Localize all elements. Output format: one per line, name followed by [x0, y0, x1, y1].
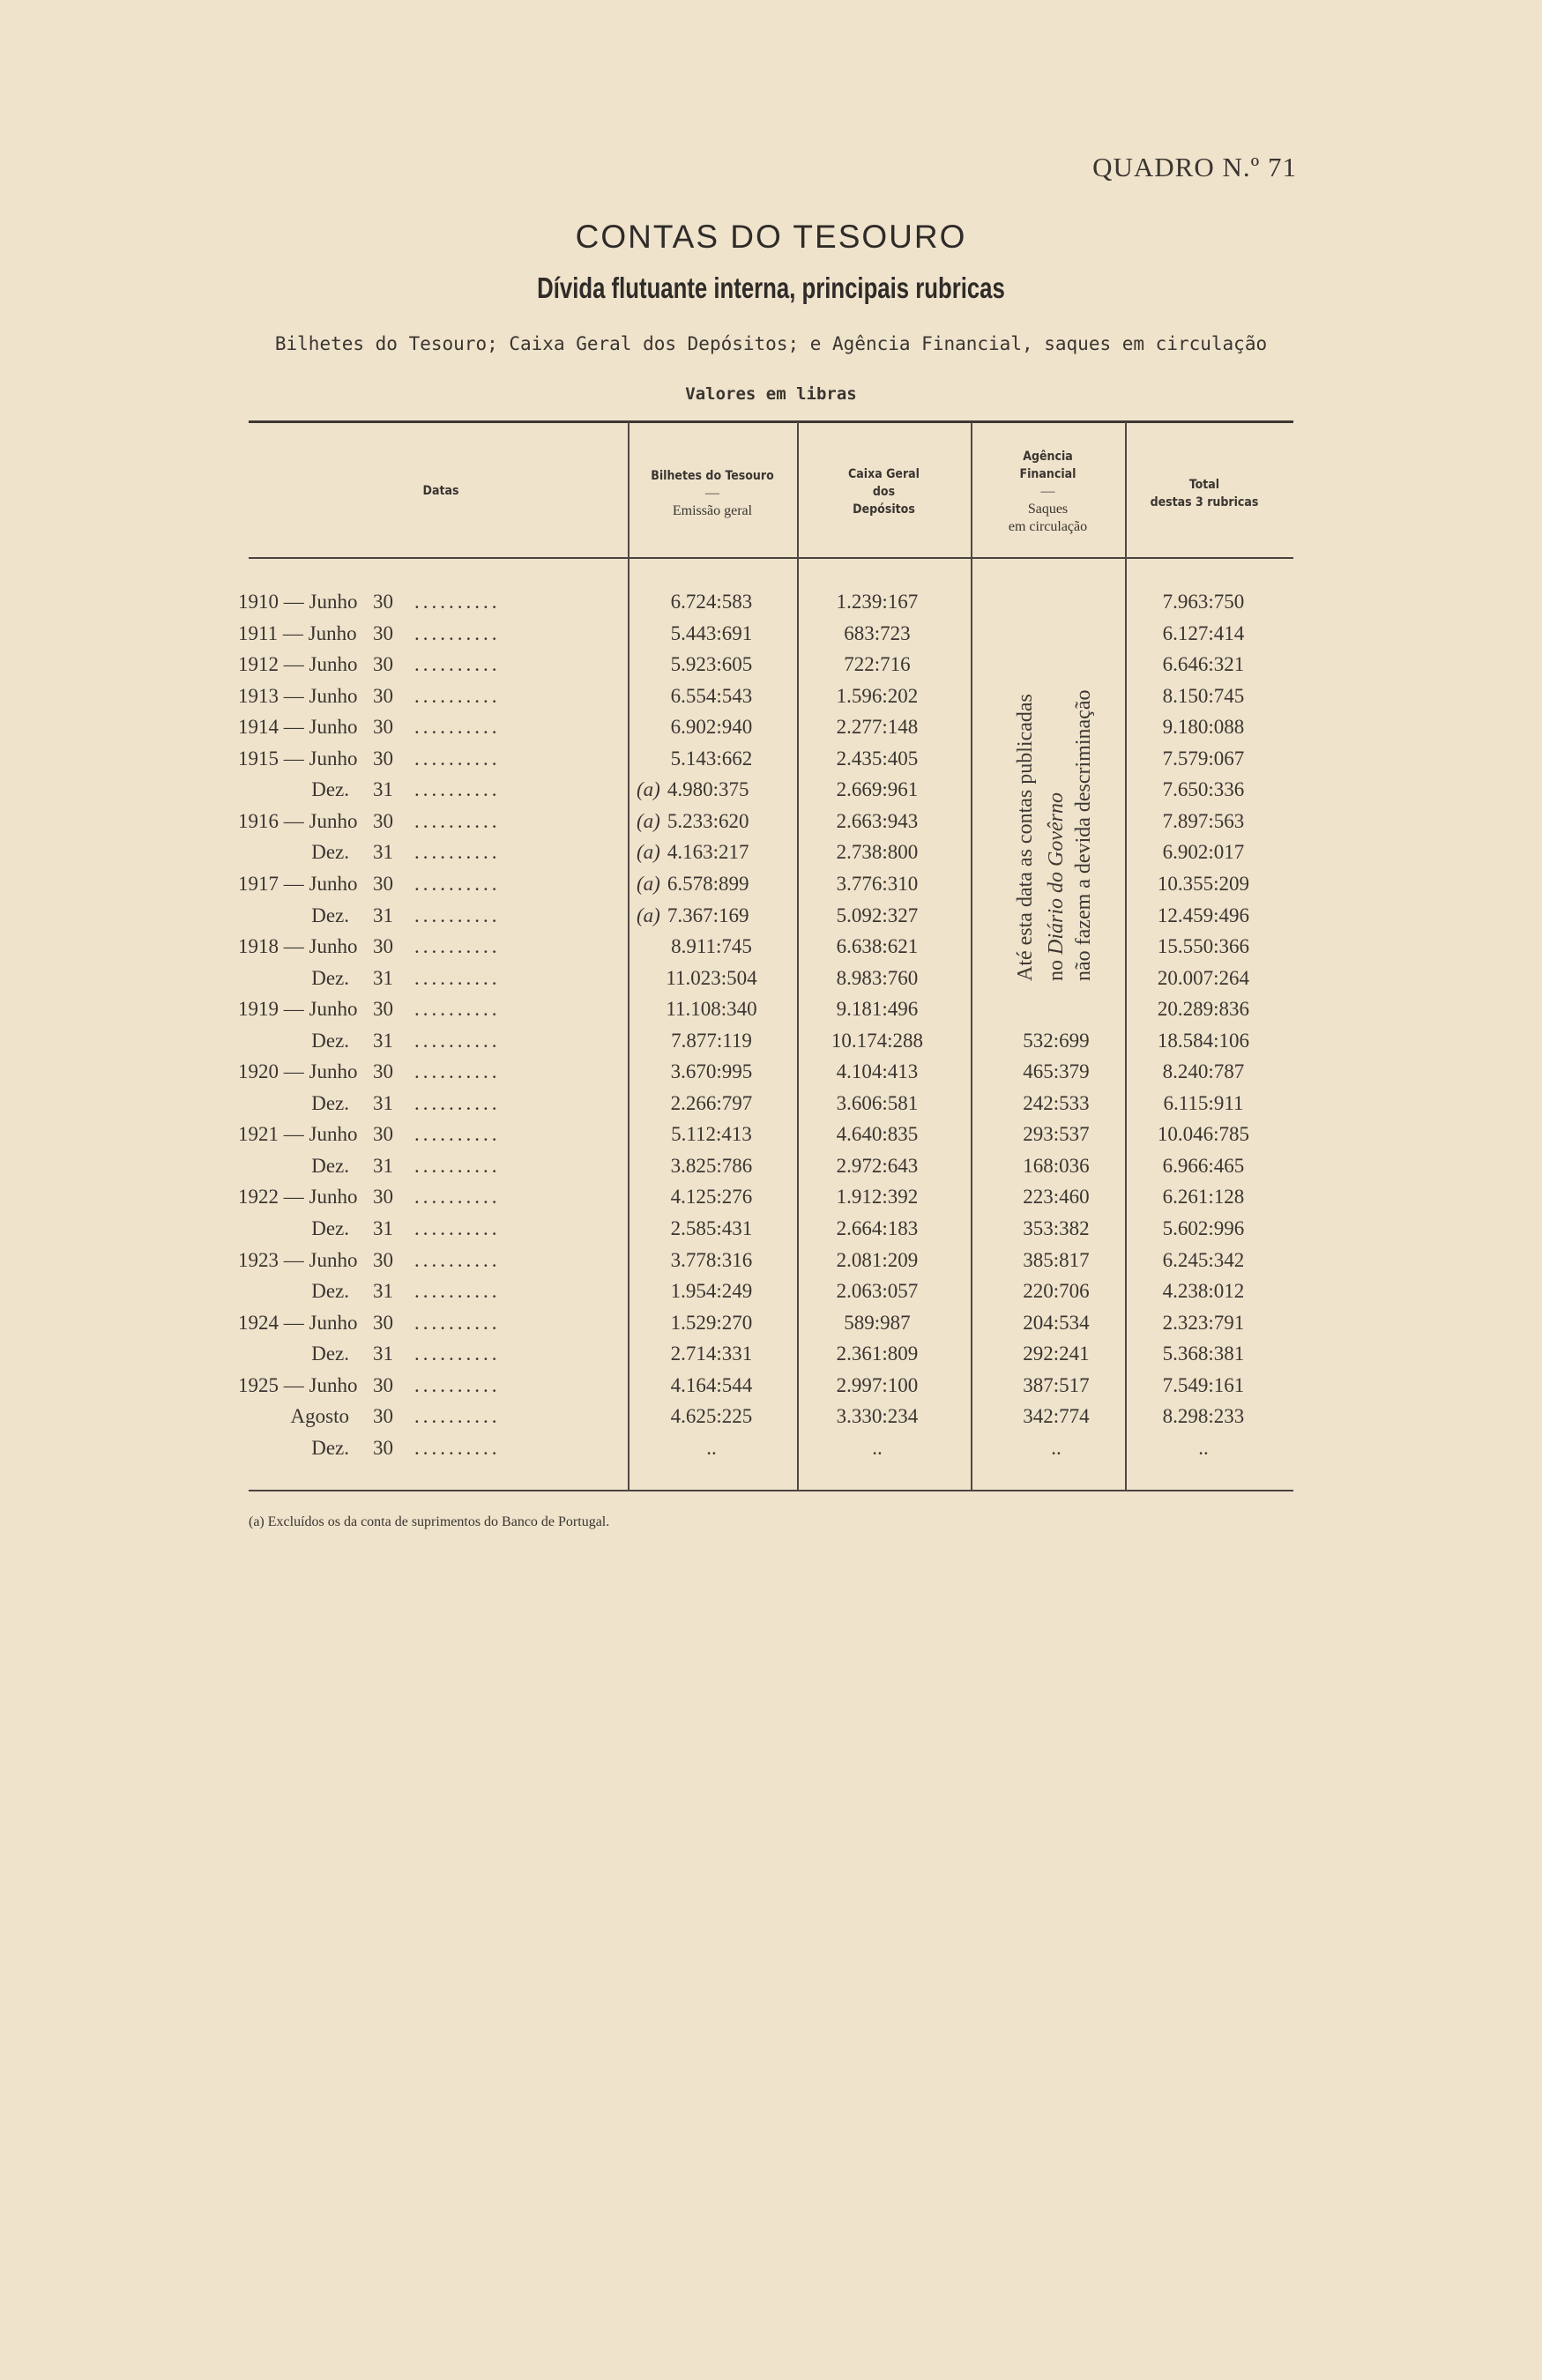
units-label: Valores em libras	[685, 384, 857, 404]
row-day: 30	[373, 653, 393, 676]
vertical-note-line2: no Diário do Govêrno	[1045, 792, 1068, 981]
row-agencia-value: 293:537	[1023, 1123, 1090, 1146]
row-caixa-value: 3.330:234	[836, 1405, 919, 1428]
row-bilhetes-cell	[637, 1123, 786, 1146]
header-datas: Datas	[422, 484, 459, 498]
table-caption: Bilhetes do Tesouro; Caixa Geral dos Depósitos; e Agência Financial, saques em circulação	[274, 333, 1268, 354]
row-bilhetes-cell	[637, 1342, 786, 1365]
row-bilhetes-cell	[637, 1405, 786, 1428]
row-bilhetes-value: 5.923:605	[670, 653, 753, 676]
row-total-value: 7.549:161	[1162, 1373, 1245, 1396]
row-total-value: 6.245:342	[1162, 1248, 1245, 1271]
row-bilhetes-cell	[637, 716, 786, 739]
row-caixa-value: 2.738:800	[836, 841, 919, 864]
row-agencia-value: 220:706	[1023, 1280, 1090, 1303]
row-agencia-value: 385:817	[1023, 1248, 1090, 1271]
row-leader-dots: ..........	[414, 935, 501, 958]
row-day: 31	[373, 1154, 393, 1177]
row-date: 1923 — Junho	[238, 1248, 358, 1271]
row-bilhetes-value: 4.163:217	[667, 841, 749, 864]
row-bilhetes-cell	[637, 1092, 786, 1115]
row-date: Dez.	[311, 1154, 349, 1177]
row-leader-dots: ..........	[414, 872, 501, 895]
row-date: 1924 — Junho	[238, 1311, 358, 1334]
row-leader-dots: ..........	[414, 1060, 501, 1083]
row-leader-dots: ..........	[414, 1280, 501, 1303]
row-agencia-value: 242:533	[1023, 1091, 1090, 1114]
row-caixa-value: 6.638:621	[836, 935, 919, 958]
row-day: 31	[373, 1091, 393, 1114]
row-date: 1914 — Junho	[238, 716, 358, 739]
row-agencia-value: 465:379	[1023, 1060, 1090, 1083]
row-bilhetes-value: 5.233:620	[667, 809, 749, 832]
row-note-marker: (a)	[637, 778, 660, 801]
row-day: 30	[373, 1405, 393, 1428]
row-bilhetes-value: 4.625:225	[670, 1405, 753, 1428]
row-note-marker: (a)	[637, 872, 660, 895]
row-bilhetes-value: 3.825:786	[670, 1154, 753, 1177]
row-bilhetes-cell	[637, 904, 786, 927]
table-top-rule	[249, 420, 1293, 423]
row-leader-dots: ..........	[414, 747, 501, 770]
row-caixa-value: 8.983:760	[836, 966, 919, 989]
row-total-value: 18.584:106	[1157, 1029, 1250, 1052]
row-date: 1920 — Junho	[238, 1060, 358, 1083]
row-leader-dots: ..........	[414, 1029, 501, 1052]
row-leader-dots: ..........	[414, 1154, 501, 1177]
row-leader-dots: ..........	[414, 998, 501, 1021]
row-leader-dots: ..........	[414, 1123, 501, 1146]
row-caixa-value: 2.063:057	[836, 1280, 919, 1303]
row-day: 31	[373, 904, 393, 926]
row-caixa-value: 2.663:943	[836, 809, 919, 832]
row-note-marker: (a)	[637, 904, 660, 926]
row-agencia-value: 532:699	[1023, 1029, 1090, 1052]
row-bilhetes-value: 2.714:331	[670, 1342, 753, 1365]
column-divider	[797, 422, 799, 1491]
row-total-value: 12.459:496	[1157, 904, 1250, 926]
row-date: 1915 — Junho	[238, 747, 358, 770]
row-bilhetes-value: 1.529:270	[670, 1311, 753, 1334]
row-total-value: 8.240:787	[1162, 1060, 1245, 1083]
row-bilhetes-value: 6.578:899	[667, 872, 749, 895]
row-bilhetes-cell	[637, 747, 786, 770]
row-total-value: 10.355:209	[1157, 872, 1250, 895]
row-bilhetes-value: 2.266:797	[670, 1091, 753, 1114]
row-bilhetes-value: 6.902:940	[670, 716, 753, 739]
row-total-value: 7.897:563	[1162, 809, 1245, 832]
row-date: 1922 — Junho	[238, 1186, 358, 1209]
row-caixa-value: ..	[872, 1436, 883, 1459]
row-leader-dots: ..........	[414, 841, 501, 864]
row-bilhetes-cell	[637, 810, 786, 833]
row-leader-dots: ..........	[414, 1217, 501, 1239]
header-total: Total destas 3 rubricas	[1150, 478, 1259, 509]
row-date: 1925 — Junho	[238, 1373, 358, 1396]
row-leader-dots: ..........	[414, 1091, 501, 1114]
row-caixa-value: 1.239:167	[836, 591, 919, 613]
row-bilhetes-cell	[637, 591, 786, 614]
row-caixa-value: 3.606:581	[836, 1091, 919, 1114]
row-total-value: 4.238:012	[1162, 1280, 1245, 1303]
row-date: 1913 — Junho	[238, 684, 358, 707]
row-bilhetes-value: 4.980:375	[667, 778, 749, 801]
row-bilhetes-cell	[637, 998, 786, 1021]
row-bilhetes-cell	[637, 1217, 786, 1240]
row-day: 31	[373, 1217, 393, 1239]
row-bilhetes-cell	[637, 841, 786, 864]
row-caixa-value: 1.912:392	[836, 1186, 919, 1209]
row-leader-dots: ..........	[414, 778, 501, 801]
page-subtitle: Dívida flutuante interna, principais rubricas	[537, 271, 1005, 304]
row-caixa-value: 9.181:496	[836, 998, 919, 1021]
row-caixa-value: 722:716	[844, 653, 911, 676]
table-bottom-rule	[249, 1490, 1293, 1491]
row-day: 31	[373, 966, 393, 989]
row-date: Dez.	[311, 904, 349, 926]
row-total-value: ..	[1198, 1436, 1209, 1459]
row-caixa-value: 3.776:310	[836, 872, 919, 895]
row-leader-dots: ..........	[414, 621, 501, 644]
row-bilhetes-cell	[637, 1249, 786, 1272]
row-bilhetes-value: 7.877:119	[671, 1029, 752, 1052]
row-caixa-value: 589:987	[844, 1311, 911, 1334]
row-bilhetes-value: 8.911:745	[671, 935, 752, 958]
row-bilhetes-cell	[637, 1030, 786, 1052]
row-bilhetes-cell	[637, 1155, 786, 1178]
row-caixa-value: 683:723	[844, 621, 911, 644]
row-day: 31	[373, 841, 393, 864]
row-date: Dez.	[311, 1436, 349, 1459]
row-date: Dez.	[311, 1280, 349, 1303]
row-date: Dez.	[311, 966, 349, 989]
row-leader-dots: ..........	[414, 1186, 501, 1209]
row-note-marker: (a)	[637, 809, 660, 832]
row-bilhetes-cell	[637, 1060, 786, 1083]
row-bilhetes-value: 7.367:169	[667, 904, 749, 926]
row-leader-dots: ..........	[414, 1436, 501, 1459]
row-bilhetes-value: 5.143:662	[670, 747, 753, 770]
row-bilhetes-value: 3.778:316	[670, 1248, 753, 1271]
row-caixa-value: 2.361:809	[836, 1342, 919, 1365]
row-leader-dots: ..........	[414, 1373, 501, 1396]
row-date: 1919 — Junho	[238, 998, 358, 1021]
row-leader-dots: ..........	[414, 1311, 501, 1334]
row-date: 1912 — Junho	[238, 653, 358, 676]
row-date: Agosto	[290, 1405, 349, 1428]
row-bilhetes-cell	[637, 1312, 786, 1335]
row-caixa-value: 4.104:413	[836, 1060, 919, 1083]
row-day: 30	[373, 1123, 393, 1146]
row-total-value: 6.902:017	[1162, 841, 1245, 864]
row-leader-dots: ..........	[414, 684, 501, 707]
row-leader-dots: ..........	[414, 966, 501, 989]
row-caixa-value: 2.972:643	[836, 1154, 919, 1177]
row-bilhetes-value: 5.112:413	[671, 1123, 752, 1146]
row-total-value: 2.323:791	[1162, 1311, 1245, 1334]
row-bilhetes-cell	[637, 685, 786, 708]
row-bilhetes-value: 4.125:276	[670, 1186, 753, 1209]
row-date: 1910 — Junho	[238, 591, 358, 613]
row-total-value: 7.650:336	[1162, 778, 1245, 801]
row-day: 31	[373, 1280, 393, 1303]
row-agencia-value: 204:534	[1023, 1311, 1090, 1334]
row-leader-dots: ..........	[414, 591, 501, 613]
row-total-value: 6.261:128	[1162, 1186, 1245, 1209]
header-caixa: Caixa Geral dos Depósitos	[848, 467, 920, 517]
row-day: 30	[373, 809, 393, 832]
row-caixa-value: 2.081:209	[836, 1248, 919, 1271]
row-bilhetes-value: 3.670:995	[670, 1060, 753, 1083]
row-total-value: 7.579:067	[1162, 747, 1245, 770]
row-day: 30	[373, 684, 393, 707]
row-date: Dez.	[311, 1217, 349, 1239]
row-bilhetes-cell	[637, 967, 786, 990]
row-date: Dez.	[311, 778, 349, 801]
row-bilhetes-cell	[637, 1186, 786, 1209]
row-day: 30	[373, 872, 393, 895]
row-total-value: 7.963:750	[1162, 591, 1245, 613]
row-caixa-value: 1.596:202	[836, 684, 919, 707]
row-bilhetes-value: 5.443:691	[670, 621, 753, 644]
row-caixa-value: 5.092:327	[836, 904, 919, 926]
row-bilhetes-cell	[637, 1374, 786, 1397]
row-day: 30	[373, 998, 393, 1021]
row-total-value: 8.298:233	[1162, 1405, 1245, 1428]
row-day: 30	[373, 935, 393, 958]
row-caixa-value: 10.174:288	[831, 1029, 924, 1052]
row-leader-dots: ..........	[414, 1248, 501, 1271]
row-bilhetes-cell	[637, 653, 786, 676]
row-day: 31	[373, 1029, 393, 1052]
row-total-value: 20.007:264	[1157, 966, 1250, 989]
row-agencia-value: 342:774	[1023, 1405, 1090, 1428]
row-date: 1921 — Junho	[238, 1123, 358, 1146]
page-title: CONTAS DO TESOURO	[575, 219, 967, 255]
footnote: (a) Excluídos os da conta de suprimentos do Banco de Portugal.	[249, 1514, 610, 1529]
row-agencia-value: 387:517	[1023, 1373, 1090, 1396]
row-caixa-value: 2.997:100	[836, 1373, 919, 1396]
row-agencia-value: 353:382	[1023, 1217, 1090, 1239]
row-leader-dots: ..........	[414, 1405, 501, 1428]
row-day: 30	[373, 1311, 393, 1334]
row-caixa-value: 2.664:183	[836, 1217, 919, 1239]
header-bottom-rule	[249, 557, 1293, 559]
row-day: 30	[373, 1436, 393, 1459]
row-total-value: 20.289:836	[1157, 998, 1250, 1021]
row-day: 30	[373, 716, 393, 739]
row-bilhetes-cell	[637, 622, 786, 645]
row-bilhetes-cell	[637, 873, 786, 896]
row-date: Dez.	[311, 1342, 349, 1365]
row-date: Dez.	[311, 1091, 349, 1114]
row-day: 30	[373, 747, 393, 770]
row-bilhetes-value: 11.023:504	[666, 966, 757, 989]
row-bilhetes-value: 11.108:340	[666, 998, 757, 1021]
row-day: 30	[373, 621, 393, 644]
row-date: 1917 — Junho	[238, 872, 358, 895]
row-day: 30	[373, 1373, 393, 1396]
row-bilhetes-value: 1.954:249	[670, 1280, 753, 1303]
row-caixa-value: 4.640:835	[836, 1123, 919, 1146]
row-date: Dez.	[311, 841, 349, 864]
row-bilhetes-cell	[637, 1437, 786, 1460]
row-date: 1918 — Junho	[238, 935, 358, 958]
row-leader-dots: ..........	[414, 716, 501, 739]
row-bilhetes-cell	[637, 935, 786, 958]
row-date: 1911 — Junho	[238, 621, 357, 644]
row-total-value: 15.550:366	[1157, 935, 1250, 958]
row-day: 30	[373, 1248, 393, 1271]
row-bilhetes-value: 4.164:544	[670, 1373, 753, 1396]
row-caixa-value: 2.669:961	[836, 778, 919, 801]
row-total-value: 6.966:465	[1162, 1154, 1245, 1177]
row-note-marker: (a)	[637, 841, 660, 864]
row-leader-dots: ..........	[414, 904, 501, 926]
row-caixa-value: 2.277:148	[836, 716, 919, 739]
row-bilhetes-value: 6.554:543	[670, 684, 753, 707]
row-day: 31	[373, 1342, 393, 1365]
row-day: 30	[373, 1186, 393, 1209]
row-bilhetes-cell	[637, 778, 786, 801]
vertical-note-line3: não fazem a devida descriminação	[1072, 689, 1095, 981]
row-leader-dots: ..........	[414, 653, 501, 676]
row-agencia-value: 223:460	[1023, 1186, 1090, 1209]
row-date: 1916 — Junho	[238, 809, 358, 832]
row-agencia-value: ..	[1051, 1436, 1062, 1459]
row-day: 30	[373, 591, 393, 613]
row-date: Dez.	[311, 1029, 349, 1052]
row-day: 30	[373, 1060, 393, 1083]
row-total-value: 10.046:785	[1157, 1123, 1250, 1146]
quadro-number: QUADRO N.º 71	[1092, 152, 1297, 182]
row-leader-dots: ..........	[414, 1342, 501, 1365]
vertical-note-line1: Até esta data as contas publicadas	[1014, 694, 1037, 981]
row-total-value: 6.127:414	[1162, 621, 1245, 644]
row-agencia-value: 168:036	[1023, 1154, 1090, 1177]
row-total-value: 5.602:996	[1162, 1217, 1245, 1239]
row-day: 31	[373, 778, 393, 801]
row-bilhetes-value: 2.585:431	[670, 1217, 753, 1239]
row-total-value: 9.180:088	[1162, 716, 1245, 739]
column-divider	[628, 422, 629, 1491]
row-leader-dots: ..........	[414, 809, 501, 832]
row-bilhetes-value: 6.724:583	[670, 591, 753, 613]
row-total-value: 8.150:745	[1162, 684, 1245, 707]
column-divider	[971, 422, 972, 1491]
row-caixa-value: 2.435:405	[836, 747, 919, 770]
row-total-value: 6.646:321	[1162, 653, 1245, 676]
header-agencia: Agência Financial — Saques em circulação	[1008, 450, 1088, 534]
row-bilhetes-value: ..	[706, 1436, 717, 1459]
header-bilhetes: Bilhetes do Tesouro — Emissão geral	[651, 469, 774, 518]
row-agencia-value: 292:241	[1023, 1342, 1090, 1365]
row-total-value: 6.115:911	[1163, 1091, 1244, 1114]
row-bilhetes-cell	[637, 1280, 786, 1303]
row-total-value: 5.368:381	[1162, 1342, 1245, 1365]
